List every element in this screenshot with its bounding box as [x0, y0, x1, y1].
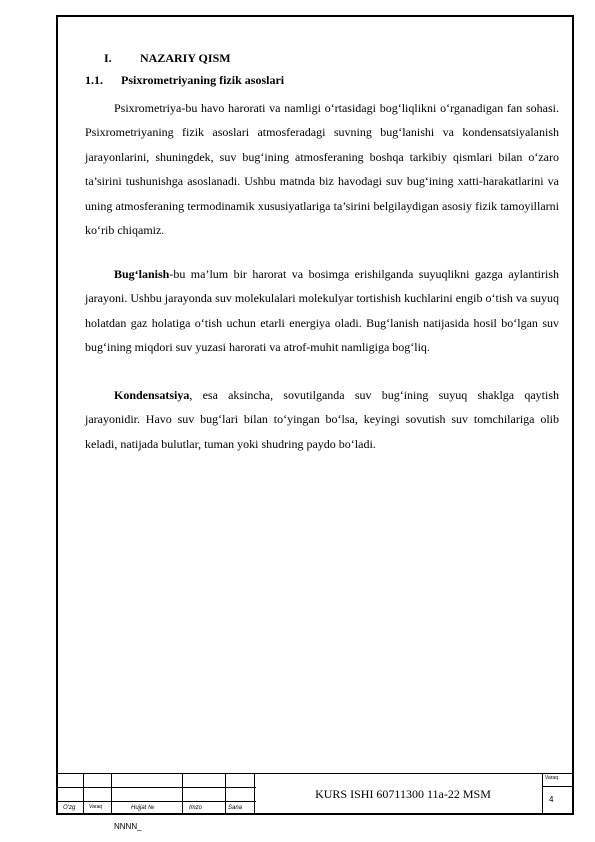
section-heading [104, 51, 231, 66]
section-title: NAZARIY QISM [140, 51, 231, 65]
col-imzo-label: Imzo [189, 805, 203, 811]
subsection-number: 1.1. [85, 73, 103, 87]
col-hujjat-label: Hujjat № [131, 805, 155, 811]
title-block-col-line [182, 773, 183, 815]
col-sana-label: Sana [228, 805, 243, 811]
text-kondensatsiya: , esa aksincha, sovutilganda suv bug‘ining suyuq shaklga qaytish jarayonidir. Havo suv bug‘lari bilan to‘yingan bo‘lsa, keyingi sovutish suv tomchilariga olib keladi, natijada bulutlar, tuman yoki shudring paydo bo‘ladi. [85, 388, 559, 451]
title-block-col-line [83, 773, 84, 815]
title-block [56, 773, 574, 815]
title-block-row-line [56, 787, 256, 788]
col-varaq-label: Varaq [89, 804, 103, 810]
title-block-col-line [225, 773, 226, 815]
paragraph-kondensatsiya [85, 383, 559, 456]
title-block-top-line [56, 773, 574, 774]
document-code: KURS ISHI 60711300 11a-22 MSM [315, 787, 491, 801]
col-ozg-label: O‘zg [63, 805, 76, 811]
subsection-title: Psixrometriyaning fizik asoslari [121, 73, 285, 87]
title-block-col-line [111, 773, 112, 815]
term-buglanish: Bug‘lanish [114, 267, 170, 281]
text-buglanish: -bu ma’lum bir harorat va bosimga erishilganda suyuqlikni gazga aylantirish jarayoni. Ushbu jarayonda suv molekulalari molekulyar tortishish kuchlarini engib o‘tish va suyuq holatdan gaz holatiga o‘tish uchun etarli energiya oladi. Bug‘lanish natijasida hosil bo‘lgan suv bug‘ining miqdori suv yuzasi harorati va atrof-muhit namligiga bog‘liq. [85, 267, 559, 355]
title-block-row-line [56, 801, 256, 802]
section-number: I. [104, 51, 112, 65]
varaq-label: Varaq [545, 775, 558, 781]
paragraph-psixrometriya: Psixrometriya-bu havo harorati va namligi o‘rtasidagi bog‘liqlikni o‘rganadigan fan sohasi. Psixrometriyaning fizik asoslari atmosferadagi suvning bug‘lanishi va kondensatsiyalanish jarayonlarini, shuningdek, suv bug‘ining atmosferaning boshqa tarkibiy qismlari bilan o‘zaro ta’sirini tushunishga asoslanadi. Ushbu matnda biz havodagi suv bug‘ining xatti-harakatlarini va uning atmosferaning termodinamik xususiyatlariga ta’sirini belgilaydigan asosiy fizik tamoyillarni ko‘rib chiqamiz. [85, 101, 559, 238]
term-kondensatsiya: Kondensatsiya [114, 388, 190, 402]
paragraph-buglanish [85, 262, 559, 360]
footer-code: NNNN_ [114, 822, 142, 831]
title-block-col-line [254, 773, 255, 815]
subsection-heading [85, 73, 284, 88]
page-number: 4 [549, 795, 554, 804]
